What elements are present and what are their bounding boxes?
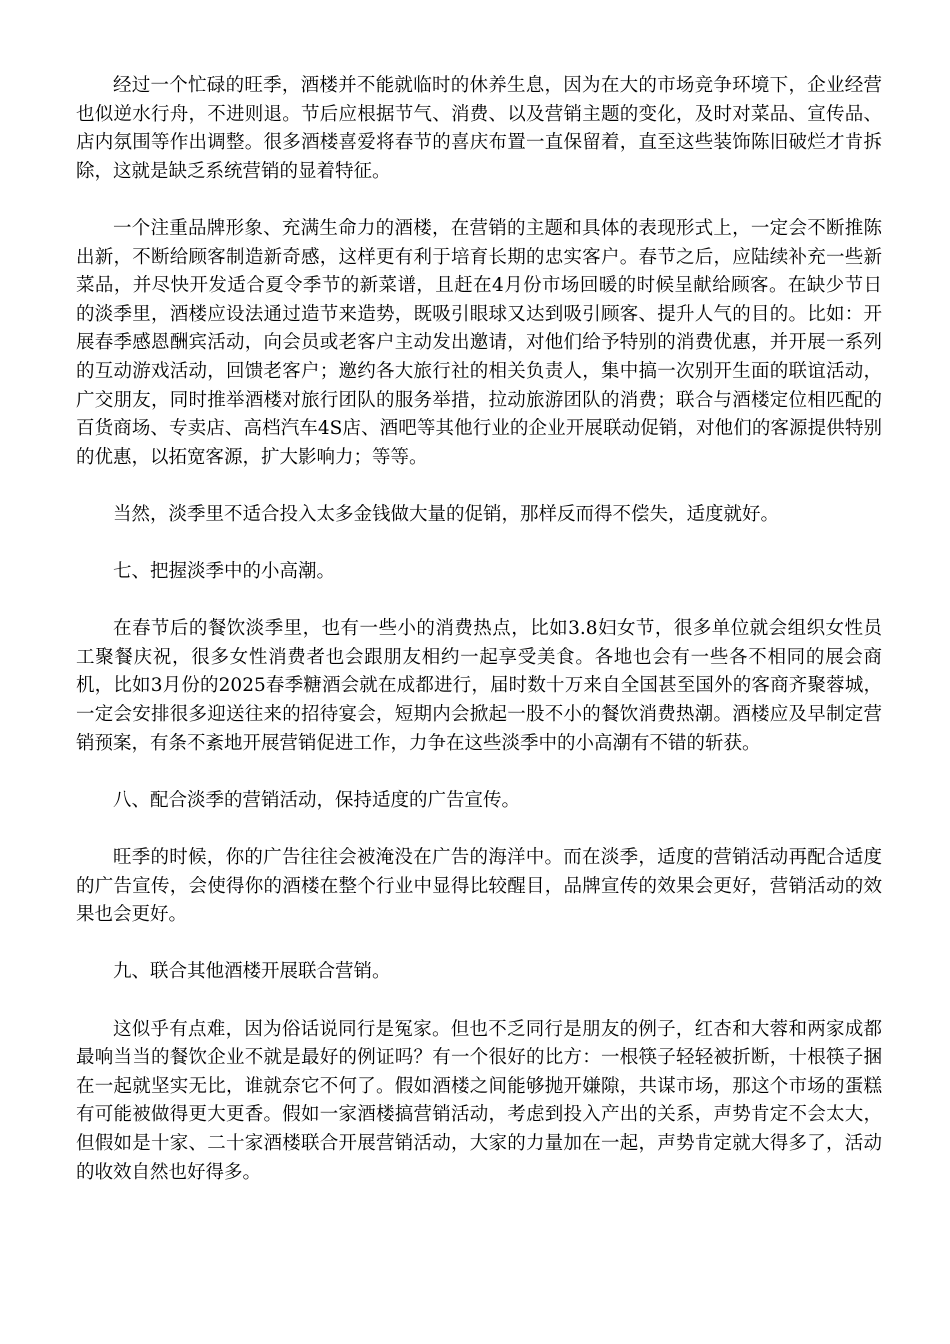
paragraph-2: 一个注重品牌形象、充满生命力的酒楼，在营销的主题和具体的表现形式上，一定会不断推陈出新，不断给顾客制造新奇感，这样更有利于培育长期的忠实客户。春节之后，应陆续补充一些新菜品，并尽快开发适合夏令季节的新菜谱，且赶在4月份市场回暖的时候呈献给顾客。在缺少节日的淡季里，酒楼应设法通过造节来造势，既吸引眼球又达到吸引顾客、提升人气的目的。比如：开展春季感恩酬宾活动，向会员或老客户主动发出邀请，对他们给予特别的消费优惠，并开展一系列的互动游戏活动，回馈老客户；邀约各大旅行社的相关负责人，集中搞一次别开生面的联谊活动，广交朋友，同时推举酒楼对旅行团队的服务举措，拉动旅游团队的消费；联合与酒楼定位相匹配的百货商场、专卖店、高档汽车4S店、酒吧等其他行业的企业开展联动促销，对他们的客源提供特别的优惠，以拓宽客源，扩大影响力；等等。 xyxy=(76,217,882,468)
section-heading-9: 九、联合其他酒楼开展联合营销。 xyxy=(113,961,391,983)
paragraph-5: 旺季的时候，你的广告往往会被淹没在广告的海洋中。而在淡季，适度的营销活动再配合适度的广告宣传，会使得你的酒楼在整个行业中显得比较醒目，品牌宣传的效果会更好，营销活动的效果也会更好。 xyxy=(76,847,882,926)
section-heading-7: 七、把握淡季中的小高潮。 xyxy=(113,561,336,583)
paragraph-6: 这似乎有点难，因为俗话说同行是冤家。但也不乏同行是朋友的例子，红杏和大蓉和两家成都最响当当的餐饮企业不就是最好的例证吗？有一个很好的比方：一根筷子轻轻被折断，十根筷子捆在一起就坚实无比，谁就奈它不何了。假如酒楼之间能够抛开嫌隙，共谋市场，那这个市场的蛋糕有可能被做得更大更香。假如一家酒楼搞营销活动，考虑到投入产出的关系，声势肯定不会太大，但假如是十家、二十家酒楼联合开展营销活动，大家的力量加在一起，声势肯定就大得多了，活动的收效自然也好得多。 xyxy=(76,1018,882,1183)
paragraph-3: 当然，淡季里不适合投入太多金钱做大量的促销，那样反而得不偿失，适度就好。 xyxy=(113,503,780,525)
paragraph-4: 在春节后的餐饮淡季里，也有一些小的消费热点，比如3.8妇女节，很多单位就会组织女性员工聚餐庆祝，很多女性消费者也会跟朋友相约一起享受美食。各地也会有一些各不相同的展会商机，比如3月份的2025春季糖酒会就在成都进行，届时数十万来自全国甚至国外的客商齐聚蓉城，一定会安排很多迎送往来的招待宴会，短期内会掀起一股不小的餐饮消费热潮。酒楼应及早制定营销预案，有条不紊地开展营销促进工作，力争在这些淡季中的小高潮有不错的斩获。 xyxy=(76,618,882,754)
document-body xyxy=(76,72,882,1216)
paragraph-1: 经过一个忙碌的旺季，酒楼并不能就临时的休养生息，因为在大的市场竞争环境下，企业经营也似逆水行舟，不进则退。节后应根据节气、消费、以及营销主题的变化，及时对菜品、宣传品、店内氛围等作出调整。很多酒楼喜爱将春节的喜庆布置一直保留着，直至这些装饰陈旧破烂才肯拆除，这就是缺乏系统营销的显着特征。 xyxy=(76,75,882,182)
section-heading-8: 八、配合淡季的营销活动，保持适度的广告宣传。 xyxy=(113,789,521,811)
